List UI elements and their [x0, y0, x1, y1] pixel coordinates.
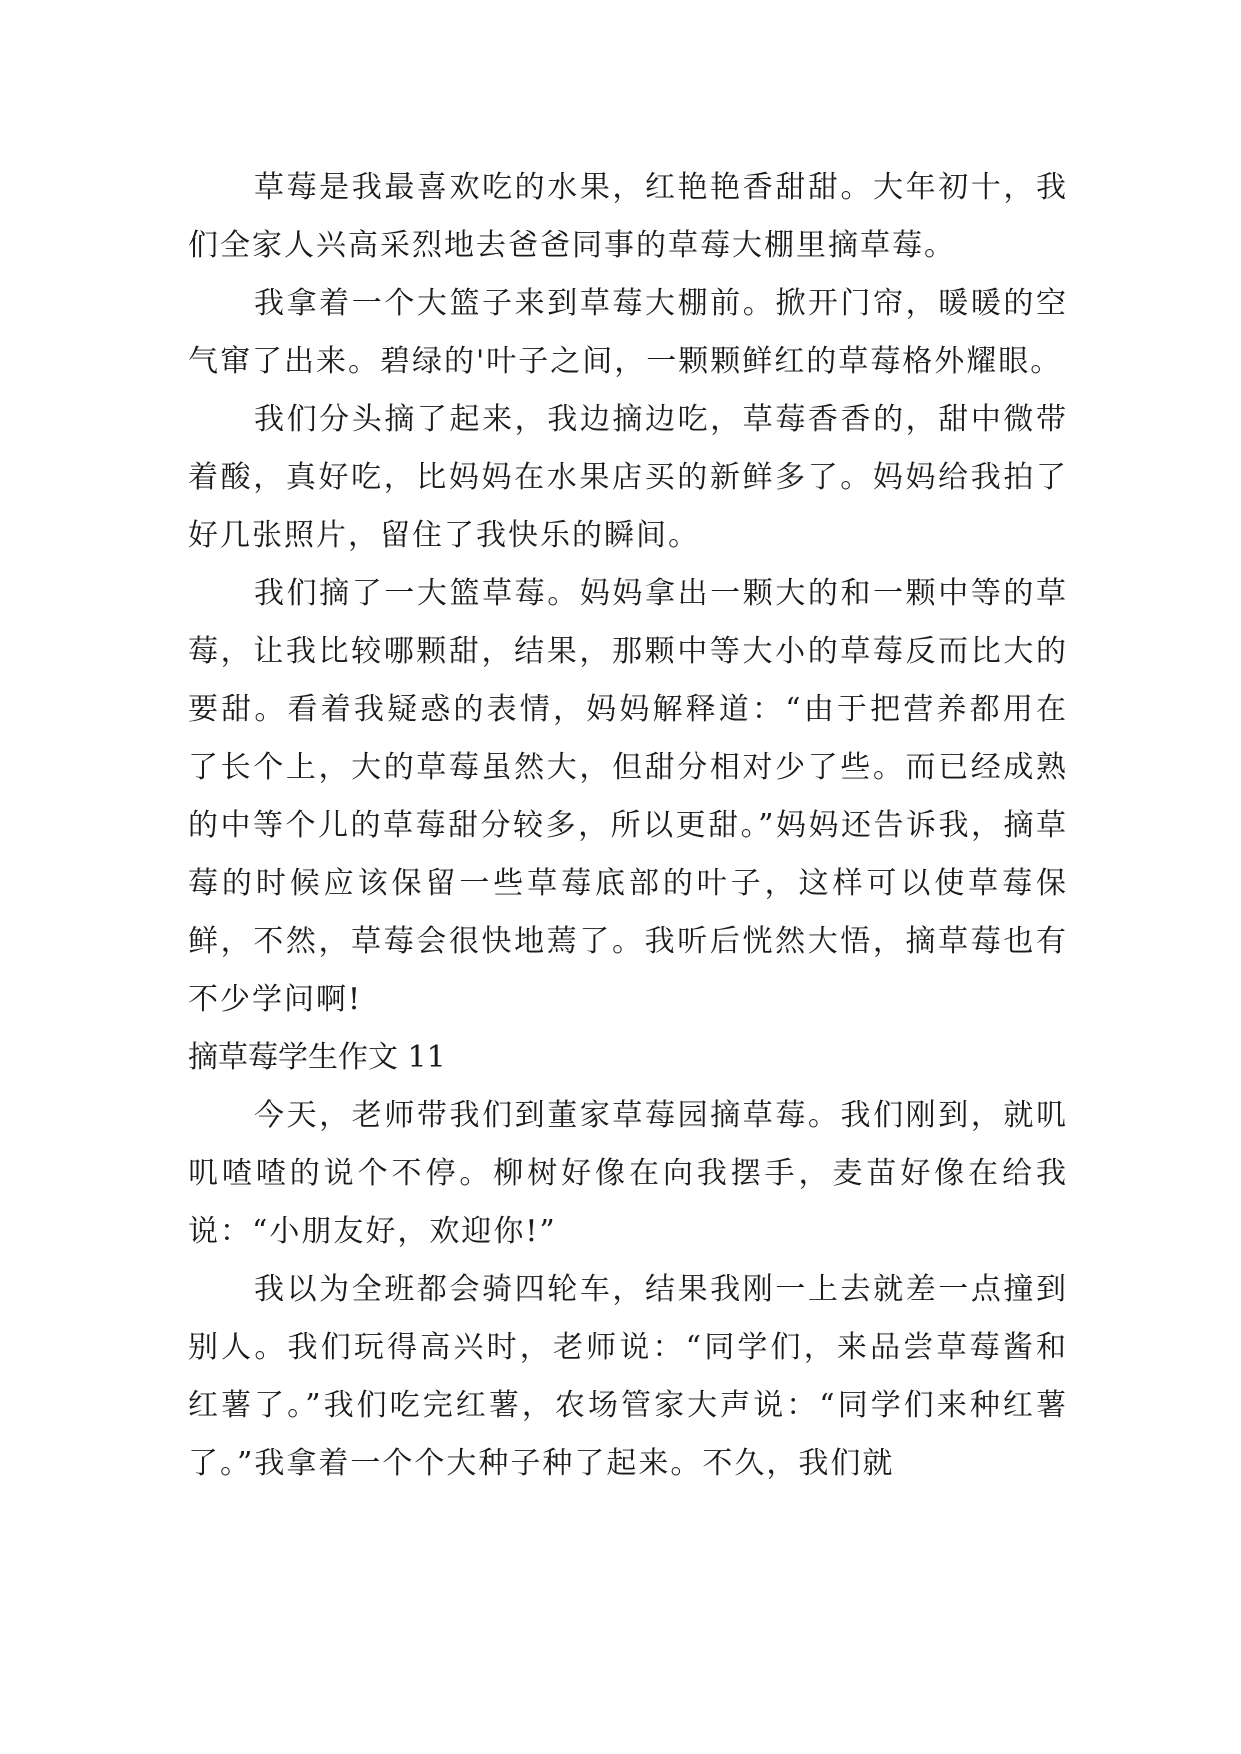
section-paragraph-2: 我以为全班都会骑四轮车，结果我刚一上去就差一点撞到别人。我们玩得高兴时，老师说：“同学们，来品尝草莓酱和红薯了。”我们吃完红薯，农场管家大声说：“同学们来种红薯了。”我拿着一个个大种子种了起来。不久，我们就 [188, 1272, 1068, 1481]
paragraph-2: 我拿着一个大篮子来到草莓大棚前。掀开门帘，暖暖的空气窜了出来。碧绿的'叶子之间，一颗颗鲜红的草莓格外耀眼。 [188, 286, 1068, 379]
document-body [188, 159, 1068, 1493]
section-title: 摘草莓学生作文 11 [188, 1040, 446, 1075]
paragraph-3: 我们分头摘了起来，我边摘边吃，草莓香香的，甜中微带着酸，真好吃，比妈妈在水果店买的新鲜多了。妈妈给我拍了好几张照片，留住了我快乐的瞬间。 [188, 402, 1068, 553]
paragraph-4: 我们摘了一大篮草莓。妈妈拿出一颗大的和一颗中等的草莓，让我比较哪颗甜，结果，那颗中等大小的草莓反而比大的要甜。看着我疑惑的表情，妈妈解释道：“由于把营养都用在了长个上，大的草莓虽然大，但甜分相对少了些。而已经成熟的中等个儿的草莓甜分较多，所以更甜。”妈妈还告诉我，摘草莓的时候应该保留一些草莓底部的叶子，这样可以使草莓保鲜，不然，草莓会很快地蔫了。我听后恍然大悟，摘草莓也有不少学问啊! [188, 576, 1068, 1017]
paragraph-1: 草莓是我最喜欢吃的水果，红艳艳香甜甜。大年初十，我们全家人兴高采烈地去爸爸同事的草莓大棚里摘草莓。 [188, 170, 1068, 263]
section-paragraph-1: 今天，老师带我们到董家草莓园摘草莓。我们刚到，就叽叽喳喳的说个不停。柳树好像在向我摆手，麦苗好像在给我说：“小朋友好，欢迎你!” [188, 1098, 1068, 1249]
